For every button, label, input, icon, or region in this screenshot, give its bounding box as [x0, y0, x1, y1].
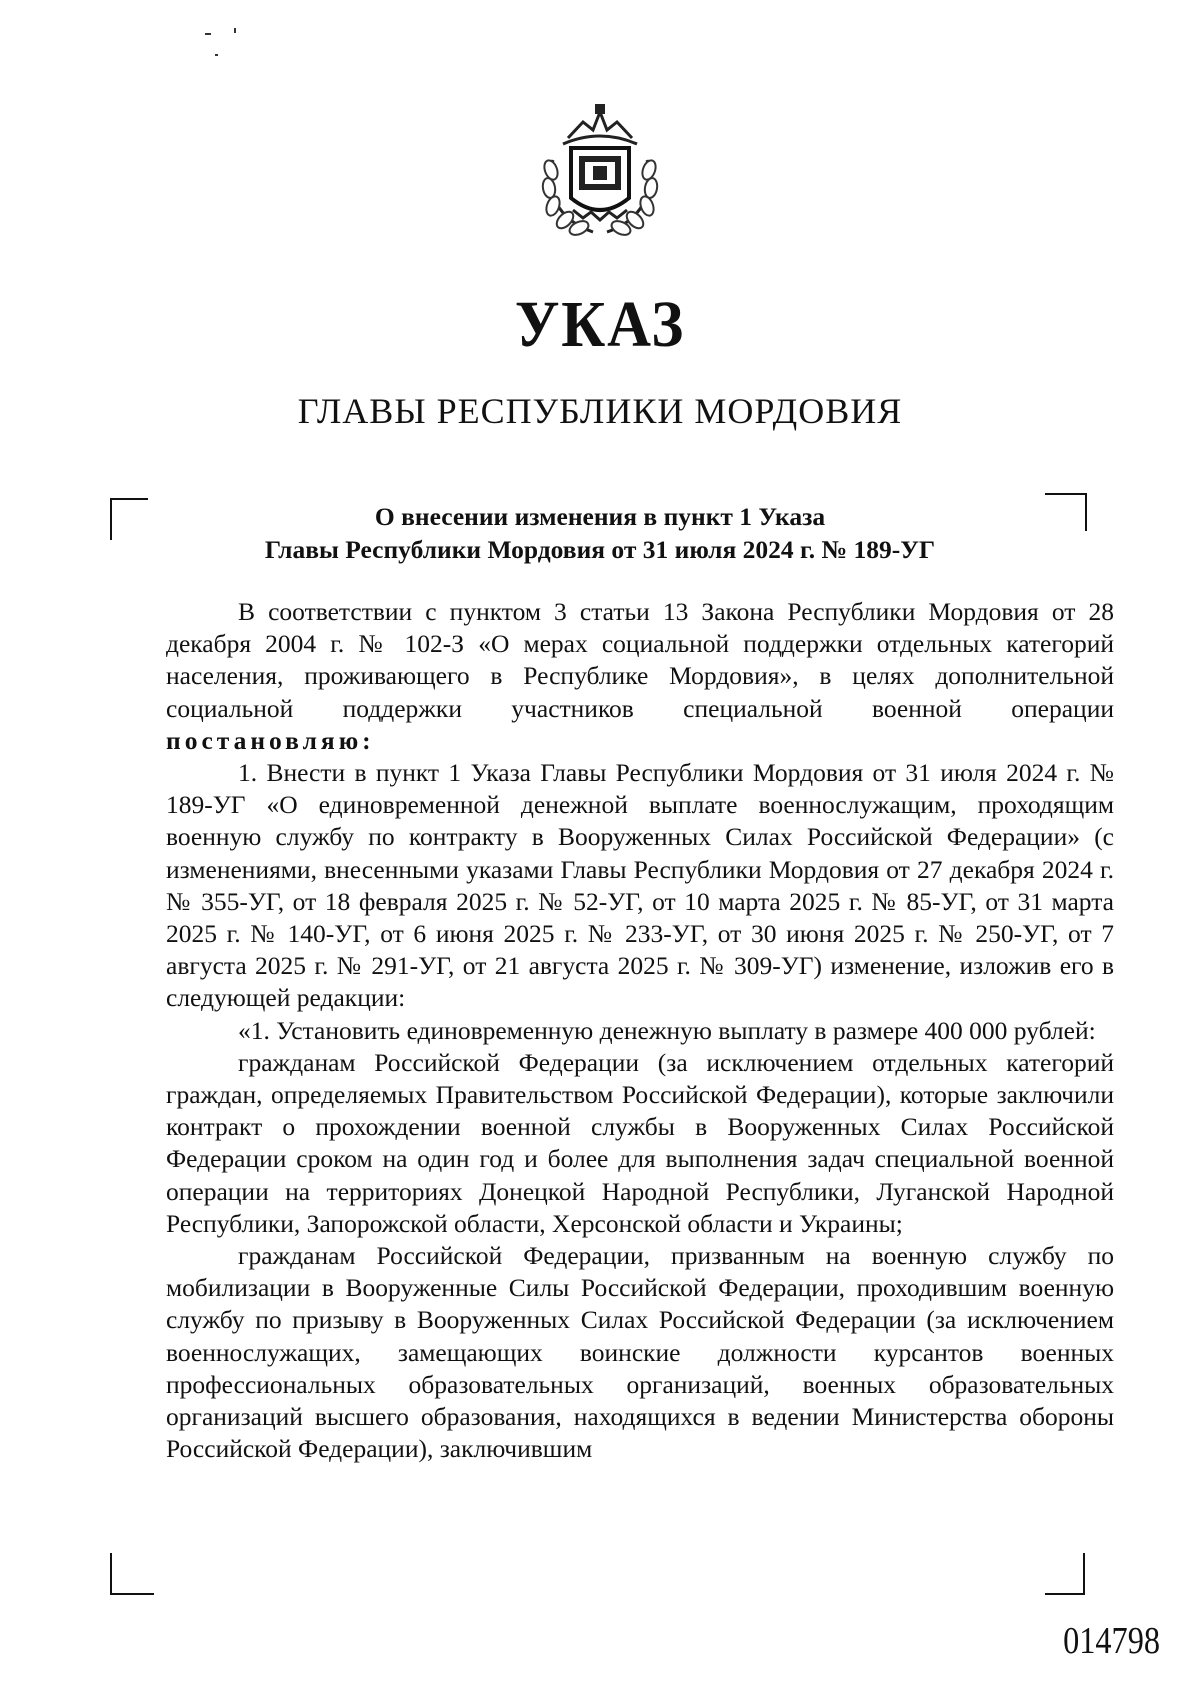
- scan-artifact: [234, 28, 236, 33]
- document-title: УКАЗ: [514, 288, 686, 361]
- quote-start-paragraph: «1. Установить единовременную денежную выплату в размере 400 000 рублей:: [238, 1015, 1096, 1045]
- page-number: 014798: [1063, 1620, 1160, 1662]
- item-1-paragraph: 1. Внести в пункт 1 Указа Главы Республики Мордовия от 31 июля 2024 г. № 189-УГ «О единовременной денежной выплате военнослужащим, проходящим военную службу по контракту в Вооруженных Силах Российской Федерации» (с изменениями, внесенными указами Главы Республики Мордовия от 27 декабря 2024 г. № 355-УГ, от 18 февраля 2025 г. № 52-УГ, от 10 марта 2025 г. № 85-УГ, от 31 марта 2025 г. № 140-УГ, от 6 июня 2025 г. № 233-УГ, от 30 июня 2025 г. № 250-УГ, от 7 августа 2025 г. № 291-УГ, от 21 августа 2025 г. № 309-УГ) изменение, изложив его в следующей редакции:: [166, 758, 1114, 1013]
- corner-mark-top-right: [1045, 493, 1087, 531]
- document-subtitle: ГЛАВЫ РЕСПУБЛИКИ МОРДОВИЯ: [297, 391, 903, 431]
- mordovia-coat-of-arms-icon: [533, 100, 667, 240]
- heading-line-1: О внесении изменения в пункт 1 Указа: [374, 502, 826, 531]
- recipients-paragraph-1: гражданам Российской Федерации (за исключением отдельных категорий граждан, определяемых Правительством Российской Федерации), которые заключили контракт о прохождении военной службы в Вооруженных Силах Российской Федерации сроком на один год и более для выполнения задач специальной военной операции на территориях Донецкой Народной Республики, Луганской Народной Республики, Запорожской области, Херсонской области и Украины;: [166, 1047, 1114, 1238]
- scan-artifact: [205, 33, 211, 35]
- scan-artifact: [215, 54, 218, 56]
- decree-heading: [160, 500, 1040, 566]
- corner-mark-top-left: [110, 498, 148, 540]
- preamble-text: В соответствии с пунктом 3 статьи 13 Закона Республики Мордовия от 28 декабря 2004 г. № 102-З «О мерах социальной поддержки отдельных категорий населения, проживающего в Республике Мордовия», в целях дополнительной социальной поддержки участников специальной военной операции: [166, 597, 1114, 723]
- preamble-paragraph: [166, 596, 1114, 757]
- recipients-paragraph-2: гражданам Российской Федерации, призванным на военную службу по мобилизации в Вооруженные Силы Российской Федерации, проходившим военную службу по призыву в Вооруженных Силах Российской Федерации (за исключением военнослужащих, замещающих воинские должности курсантов военных профессиональных образовательных организаций, военных образовательных организаций высшего образования, находящихся в ведении Министерства обороны Российской Федерации), заключившим: [166, 1241, 1114, 1464]
- corner-mark-bottom-right: [1045, 1553, 1085, 1595]
- corner-mark-bottom-left: [110, 1553, 154, 1595]
- heading-line-2: Главы Республики Мордовия от 31 июля 2024 г. № 189-УГ: [264, 535, 936, 564]
- decree-word: постановляю:: [166, 725, 375, 755]
- decree-body: [166, 596, 1114, 1465]
